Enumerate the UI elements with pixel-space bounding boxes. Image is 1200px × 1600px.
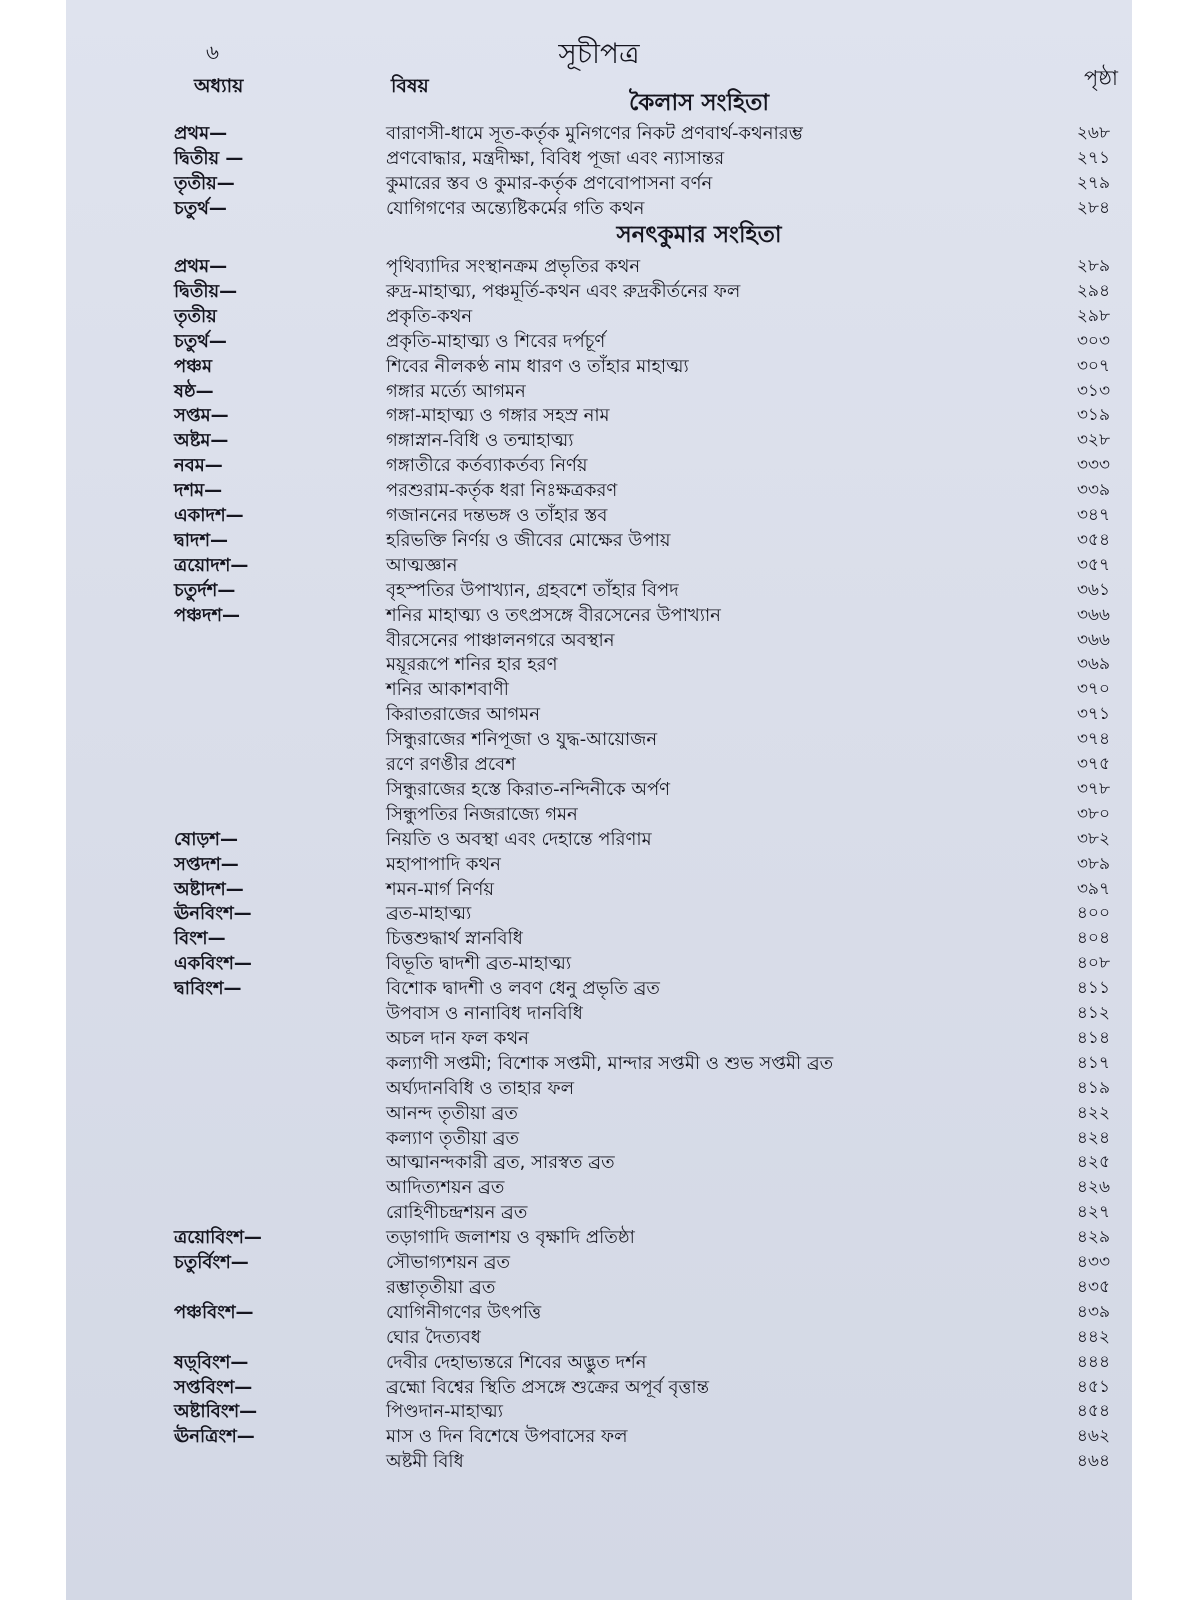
toc-row (66, 304, 1132, 329)
chapter-label: চতুর্থ— (174, 331, 227, 352)
toc-row (66, 951, 1132, 976)
page-ref: ৩০৭ (1076, 356, 1110, 376)
subject-text: পরশুরাম-কর্তৃক ধরা নিঃক্ষত্রকরণ (386, 480, 618, 501)
subject-text: বিভূতি দ্বাদশী ব্রত-মাহাত্ম্য (386, 953, 572, 974)
chapter-label: প্রথম— (174, 123, 228, 144)
chapter-label: দ্বিতীয়— (174, 281, 238, 302)
subject-text: দেবীর দেহাভ্যন্তরে শিবের অদ্ভুত দর্শন (386, 1352, 647, 1373)
toc-row (66, 628, 1132, 653)
page-ref: ৪৪২ (1076, 1327, 1110, 1347)
subject-text: সিন্ধুরাজের হস্তে কিরাত-নন্দিনীকে অর্পণ (386, 779, 671, 800)
subject-text: পিণ্ডদান-মাহাত্ম্য (386, 1401, 503, 1422)
subject-text: গজাননের দন্তভঙ্গ ও তাঁহার স্তব (386, 505, 608, 526)
subject-text: মাস ও দিন বিশেষে উপবাসের ফল (386, 1426, 628, 1447)
page-ref: ৪০০ (1076, 903, 1110, 923)
subject-text: গঙ্গাস্নান-বিধি ও তন্মাহাত্ম্য (386, 430, 574, 451)
subject-text: রণে রণঙীর প্রবেশ (386, 754, 516, 775)
subject-text: ব্রহ্মো বিশ্বের স্থিতি প্রসঙ্গে শুক্রের অপূর্ব বৃত্তান্ত (386, 1377, 710, 1398)
toc-row (66, 578, 1132, 603)
subject-text: হরিভক্তি নির্ণয় ও জীবের মোক্ষের উপায় (386, 530, 671, 551)
subject-text: চিত্তশুদ্ধার্থ স্নানবিধি (386, 928, 523, 949)
toc-row (66, 603, 1132, 628)
subject-text: কল্যাণ তৃতীয়া ব্রত (386, 1128, 520, 1149)
subject-text: শিবের নীলকণ্ঠ নাম ধারণ ও তাঁহার মাহাত্ম্য (386, 356, 689, 377)
toc-row (66, 802, 1132, 827)
page-ref: ৪১১ (1076, 978, 1110, 998)
chapter-label: ঊনবিংশ— (174, 903, 252, 924)
section-heading: সনৎকুমার সংহিতা (616, 222, 782, 248)
toc-row (66, 1175, 1132, 1200)
toc-row (66, 752, 1132, 777)
chapter-label: দ্বাবিংশ— (174, 978, 242, 999)
toc-row (66, 1200, 1132, 1225)
page-ref: ৩০৩ (1076, 331, 1110, 351)
subject-text: আনন্দ তৃতীয়া ব্রত (386, 1103, 518, 1124)
subject-text: বৃহস্পতির উপাখ্যান, গ্রহবশে তাঁহার বিপদ (386, 580, 679, 601)
subject-text: আত্মজ্ঞান (386, 555, 458, 576)
toc-row (66, 1225, 1132, 1250)
toc-row (66, 827, 1132, 852)
page-ref: ৪১৯ (1076, 1078, 1110, 1098)
toc-row (66, 428, 1132, 453)
column-header-subject: বিষয় (391, 75, 429, 97)
page-ref: ৪২৭ (1076, 1202, 1110, 1222)
page-ref: ৪২৪ (1076, 1128, 1110, 1148)
page-ref: ৪২৫ (1076, 1152, 1110, 1172)
page-ref: ৪২৯ (1076, 1227, 1110, 1247)
chapter-label: ঊনত্রিংশ— (174, 1426, 255, 1447)
toc-row (66, 901, 1132, 926)
subject-text: গঙ্গার মর্ত্যে আগমন (386, 381, 526, 402)
subject-text: বিশোক দ্বাদশী ও লবণ ধেনু প্রভৃতি ব্রত (386, 978, 660, 999)
subject-text: শনির মাহাত্ম্য ও তৎপ্রসঙ্গে বীরসেনের উপাখ্যান (386, 605, 721, 626)
subject-text: অর্ঘ্যদানবিধি ও তাহার ফল (386, 1078, 575, 1099)
toc-row (66, 702, 1132, 727)
page-ref: ৪৬৪ (1076, 1451, 1110, 1471)
subject-text: তড়াগাদি জলাশয় ও বৃক্ষাদি প্রতিষ্ঠা (386, 1227, 635, 1248)
chapter-label: প্রথম— (174, 256, 228, 277)
page-ref: ৪১৭ (1076, 1053, 1110, 1073)
toc-row (66, 852, 1132, 877)
subject-text: সৌভাগ্যশয়ন ব্রত (386, 1252, 511, 1273)
chapter-label: দ্বিতীয় — (174, 148, 244, 169)
page-ref: ৩৬৬ (1076, 605, 1110, 625)
chapter-label: পঞ্চবিংশ— (174, 1302, 254, 1323)
toc-row (66, 926, 1132, 951)
subject-text: প্রণবোদ্ধার, মন্ত্রদীক্ষা, বিবিধ পূজা এবং ন্যাসান্তর (386, 148, 725, 169)
page-ref: ২৮৪ (1076, 198, 1110, 218)
toc-row (66, 1001, 1132, 1026)
subject-text: অচল দান ফল কথন (386, 1028, 529, 1049)
page-ref: ৩৮৯ (1076, 854, 1110, 874)
chapter-label: পঞ্চম (174, 356, 212, 377)
toc-row (66, 1250, 1132, 1275)
subject-text: কল্যাণী সপ্তমী; বিশোক সপ্তমী, মান্দার সপ্তমী ও শুভ সপ্তমী ব্রত (386, 1053, 834, 1074)
subject-text: পৃথিব্যাদির সংস্থানক্রম প্রভৃতির কথন (386, 256, 641, 277)
toc-row (66, 1101, 1132, 1126)
toc-row (66, 1325, 1132, 1350)
toc-row (66, 528, 1132, 553)
toc-row (66, 146, 1132, 171)
toc-row (66, 652, 1132, 677)
subject-text: প্রকৃতি-মাহাত্ম্য ও শিবের দর্পচূর্ণ (386, 331, 606, 352)
subject-text: যোগিনীগণের উৎপত্তি (386, 1302, 542, 1323)
chapter-label: একাদশ— (174, 505, 244, 526)
toc-row (66, 1449, 1132, 1474)
toc-row (66, 1375, 1132, 1400)
toc-row (66, 329, 1132, 354)
page-ref: ৩৩৩ (1076, 455, 1110, 475)
toc-row (66, 976, 1132, 1001)
toc-row (66, 677, 1132, 702)
page-title: সূচীপত্র (558, 37, 640, 70)
subject-text: বীরসেনের পাঞ্চালনগরে অবস্থান (386, 630, 615, 651)
toc-row (66, 379, 1132, 404)
page-ref: ৩৭০ (1076, 679, 1110, 699)
page-ref: ২৮৯ (1076, 256, 1110, 276)
toc-row (66, 503, 1132, 528)
chapter-label: তৃতীয় (174, 306, 217, 327)
chapter-label: চতুর্থ— (174, 198, 227, 219)
subject-text: কুমারের স্তব ও কুমার-কর্তৃক প্রণবোপাসনা বর্ণন (386, 173, 713, 194)
page-ref: ৪৩৩ (1076, 1252, 1110, 1272)
toc-row (66, 1275, 1132, 1300)
chapter-label: ষষ্ঠ— (174, 381, 214, 402)
page-ref: ৩১৯ (1076, 405, 1110, 425)
page-ref: ৩৭১ (1076, 704, 1110, 724)
chapter-label: ষোড়শ— (174, 829, 238, 850)
chapter-label: একবিংশ— (174, 953, 252, 974)
subject-text: শমন-মার্গ নির্ণয় (386, 879, 494, 900)
page-ref: ৪৪৪ (1076, 1352, 1110, 1372)
subject-text: গঙ্গাতীরে কর্তব্যাকর্তব্য নির্ণয় (386, 455, 588, 476)
page-ref: ৪২৬ (1076, 1177, 1110, 1197)
toc-row (66, 1424, 1132, 1449)
page-ref: ৩৪৭ (1076, 505, 1110, 525)
chapter-label: ত্রয়োবিংশ— (174, 1227, 262, 1248)
page-ref: ৪১৪ (1076, 1028, 1110, 1048)
page-ref: ২৯৪ (1076, 281, 1110, 301)
subject-text: রম্ভাতৃতীয়া ব্রত (386, 1277, 496, 1298)
page-ref: ৩৭৫ (1076, 754, 1110, 774)
toc-row (66, 171, 1132, 196)
chapter-label: নবম— (174, 455, 223, 476)
toc-row (66, 1076, 1132, 1101)
page-ref: ৩৬১ (1076, 580, 1110, 600)
page-ref: ৩৭৮ (1076, 779, 1110, 799)
page-ref: ৪৩৯ (1076, 1302, 1110, 1322)
page-ref: ৪৬২ (1076, 1426, 1110, 1446)
chapter-label: দশম— (174, 480, 223, 501)
chapter-label: অষ্টাবিংশ— (174, 1401, 258, 1422)
toc-row (66, 877, 1132, 902)
subject-text: উপবাস ও নানাবিধ দানবিধি (386, 1003, 583, 1024)
chapter-label: বিংশ— (174, 928, 226, 949)
subject-text: বারাণসী-ধামে সূত-কর্তৃক মুনিগণের নিকট প্রণবার্থ-কথনারম্ভ (386, 123, 803, 144)
toc-row (66, 453, 1132, 478)
page-ref: ৩৯৭ (1076, 879, 1110, 899)
toc-row (66, 121, 1132, 146)
page-ref: ৪৫৪ (1076, 1401, 1110, 1421)
page-ref: ৩৫৭ (1076, 555, 1110, 575)
toc-row (66, 1126, 1132, 1151)
page-ref: ৪৫১ (1076, 1377, 1110, 1397)
chapter-label: তৃতীয়— (174, 173, 235, 194)
page-number: ৬ (206, 40, 220, 64)
chapter-label: চতুর্বিংশ— (174, 1252, 249, 1273)
subject-text: শনির আকাশবাণী (386, 679, 509, 700)
section-heading: কৈলাস সংহিতা (628, 90, 770, 116)
subject-text: সিন্ধুপতির নিজরাজ্যে গমন (386, 804, 578, 825)
page-ref: ৩৭৪ (1076, 729, 1110, 749)
subject-text: নিয়তি ও অবস্থা এবং দেহান্তে পরিণাম (386, 829, 652, 850)
book-page (66, 0, 1132, 1600)
subject-text: প্রকৃতি-কথন (386, 306, 473, 327)
toc-row (66, 478, 1132, 503)
subject-text: গঙ্গা-মাহাত্ম্য ও গঙ্গার সহস্র নাম (386, 405, 610, 426)
column-header-page: পৃষ্ঠা (1083, 66, 1118, 90)
page-ref: ৩৫৪ (1076, 530, 1110, 550)
toc-row (66, 279, 1132, 304)
page-ref: ৪২২ (1076, 1103, 1110, 1123)
chapter-label: সপ্তম— (174, 405, 229, 426)
toc-row (66, 354, 1132, 379)
subject-text: আদিত্যশয়ন ব্রত (386, 1177, 505, 1198)
column-header-chapter: অধ্যায় (194, 75, 244, 97)
subject-text: রুদ্র-মাহাত্ম্য, পঞ্চমূর্তি-কথন এবং রুদ্রকীর্তনের ফল (386, 281, 741, 302)
subject-text: কিরাতরাজের আগমন (386, 704, 540, 725)
toc-row (66, 553, 1132, 578)
page-ref: ৩১৩ (1076, 381, 1110, 401)
page-ref: ২৭৯ (1076, 173, 1110, 193)
toc-row (66, 1150, 1132, 1175)
chapter-label: ত্রয়োদশ— (174, 555, 249, 576)
page-ref: ৩৬৯ (1076, 654, 1110, 674)
toc-row (66, 254, 1132, 279)
toc-row (66, 777, 1132, 802)
page-ref: ৩২৮ (1076, 430, 1110, 450)
chapter-label: দ্বাদশ— (174, 530, 229, 551)
page-ref: ৪০৪ (1076, 928, 1110, 948)
toc-row (66, 1051, 1132, 1076)
page-ref: ৩৬৬ (1076, 630, 1110, 650)
page-ref: ২৭১ (1076, 148, 1110, 168)
chapter-label: অষ্টাদশ— (174, 879, 244, 900)
subject-text: অষ্টমী বিধি (386, 1451, 464, 1472)
subject-text: ব্রত-মাহাত্ম্য (386, 903, 472, 924)
chapter-label: অষ্টম— (174, 430, 229, 451)
toc-row (66, 1350, 1132, 1375)
subject-text: মহাপাপাদি কথন (386, 854, 501, 875)
toc-row (66, 727, 1132, 752)
subject-text: রোহিণীচন্দ্রশয়ন ব্রত (386, 1202, 528, 1223)
subject-text: আত্মানন্দকারী ব্রত, সারস্বত ব্রত (386, 1152, 615, 1173)
chapter-label: সপ্তবিংশ— (174, 1377, 253, 1398)
page-ref: ২৯৮ (1076, 306, 1110, 326)
chapter-label: পঞ্চদশ— (174, 605, 241, 626)
toc-row (66, 403, 1132, 428)
toc-row (66, 1399, 1132, 1424)
subject-text: সিন্ধুরাজের শনিপূজা ও যুদ্ধ-আয়োজন (386, 729, 658, 750)
chapter-label: চতুর্দশ— (174, 580, 236, 601)
page-ref: ২৬৮ (1076, 123, 1110, 143)
page-ref: ৪০৮ (1076, 953, 1110, 973)
page-ref: ৩৮২ (1076, 829, 1110, 849)
subject-text: ঘোর দৈত্যবধ (386, 1327, 481, 1348)
subject-text: ময়ূররূপে শনির হার হরণ (386, 654, 558, 675)
toc-row (66, 1026, 1132, 1051)
chapter-label: সপ্তদশ— (174, 854, 239, 875)
toc-row (66, 1300, 1132, 1325)
page-ref: ৩৮০ (1076, 804, 1110, 824)
page-ref: ৩৩৯ (1076, 480, 1110, 500)
chapter-label: ষড়্‌বিংশ— (174, 1352, 249, 1373)
page-ref: ৪৩৫ (1076, 1277, 1110, 1297)
subject-text: যোগিগণের অন্ত্যেষ্টিকর্মের গতি কথন (386, 198, 645, 219)
page-ref: ৪১২ (1076, 1003, 1110, 1023)
